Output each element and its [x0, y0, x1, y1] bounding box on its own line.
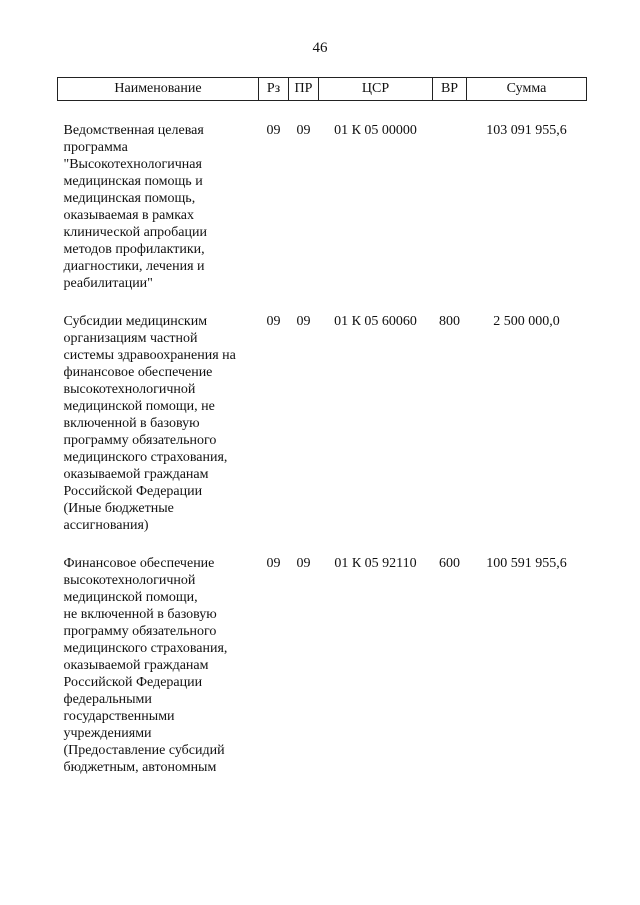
- name-line: системы здравоохранения на: [63, 348, 236, 363]
- header-csr: ЦСР: [319, 78, 433, 101]
- row-spacer: [58, 534, 587, 555]
- cell-vr: 800: [439, 314, 460, 329]
- table-header-row: [58, 78, 587, 101]
- name-line: (Предоставление субсидий: [63, 743, 225, 758]
- name-line: организациям частной: [63, 331, 198, 346]
- row-spacer: [58, 101, 587, 123]
- name-line: медицинского страхования,: [63, 450, 228, 465]
- cell-sum: 100 591 955,6: [486, 556, 567, 571]
- cell-pr: 09: [296, 314, 311, 329]
- header-vr: ВР: [433, 78, 467, 101]
- name-line: Российской Федерации: [63, 484, 203, 499]
- cell-name: [58, 555, 259, 776]
- name-line: "Высокотехнологичная: [63, 157, 202, 172]
- cell-csr: 01 К 05 60060: [334, 314, 417, 329]
- row-spacer-cell: [58, 534, 587, 555]
- name-line: включенной в базовую: [63, 416, 200, 431]
- name-line: Российской Федерации: [63, 675, 203, 690]
- cell-rz: 09: [266, 556, 281, 571]
- cell-rz: 09: [266, 314, 281, 329]
- table-row: [58, 313, 587, 534]
- table-body: [58, 101, 587, 777]
- name-line: бюджетным, автономным: [63, 760, 217, 775]
- page-number: 46: [312, 40, 328, 56]
- name-line: оказываемой гражданам: [63, 467, 209, 482]
- name-line: медицинская помощь,: [63, 191, 196, 206]
- cell-pr: 09: [296, 556, 311, 571]
- name-line: диагностики, лечения и: [63, 259, 205, 274]
- row-spacer-cell: [58, 101, 587, 123]
- header-name: Наименование: [58, 78, 259, 101]
- name-line: федеральными: [63, 692, 152, 707]
- name-line: ассигнования): [63, 518, 149, 533]
- table-row: [58, 555, 587, 776]
- name-line: оказываемая в рамках: [63, 208, 194, 223]
- name-line: программа: [63, 140, 128, 155]
- cell-pr: 09: [296, 123, 311, 138]
- cell-name: [58, 122, 259, 292]
- name-line: Ведомственная целевая: [63, 123, 204, 138]
- header-pr: ПР: [289, 78, 319, 101]
- name-line: методов профилактики,: [63, 242, 205, 257]
- name-line: клинической апробации: [63, 225, 207, 240]
- table-row: [58, 122, 587, 292]
- name-line: высокотехнологичной: [63, 573, 196, 588]
- name-line: (Иные бюджетные: [63, 501, 174, 516]
- header-rz: Рз: [259, 78, 289, 101]
- name-line: государственными: [63, 709, 175, 724]
- budget-table: [57, 77, 587, 776]
- cell-csr: 01 К 05 00000: [334, 123, 417, 138]
- name-line: финансовое обеспечение: [63, 365, 213, 380]
- name-line: медицинского страхования,: [63, 641, 228, 656]
- cell-rz: 09: [266, 123, 281, 138]
- row-spacer-cell: [58, 292, 587, 313]
- cell-sum: 2 500 000,0: [493, 314, 560, 329]
- name-line: не включенной в базовую: [63, 607, 217, 622]
- name-line: высокотехнологичной: [63, 382, 196, 397]
- name-line: учреждениями: [63, 726, 152, 741]
- header-sum: Сумма: [467, 78, 587, 101]
- name-line: реабилитации": [63, 276, 153, 291]
- name-line: медицинская помощь и: [63, 174, 203, 189]
- name-line: Субсидии медицинским: [63, 314, 208, 329]
- name-line: программу обязательного: [63, 433, 217, 448]
- name-line: программу обязательного: [63, 624, 217, 639]
- cell-name: [58, 313, 259, 534]
- name-line: Финансовое обеспечение: [63, 556, 215, 571]
- name-line: оказываемой гражданам: [63, 658, 209, 673]
- cell-vr: 600: [439, 556, 460, 571]
- name-line: медицинской помощи,: [63, 590, 198, 605]
- cell-sum: 103 091 955,6: [486, 123, 567, 138]
- cell-csr: 01 К 05 92110: [334, 556, 417, 571]
- name-line: медицинской помощи, не: [63, 399, 215, 414]
- cell-vr: [433, 122, 467, 292]
- row-spacer: [58, 292, 587, 313]
